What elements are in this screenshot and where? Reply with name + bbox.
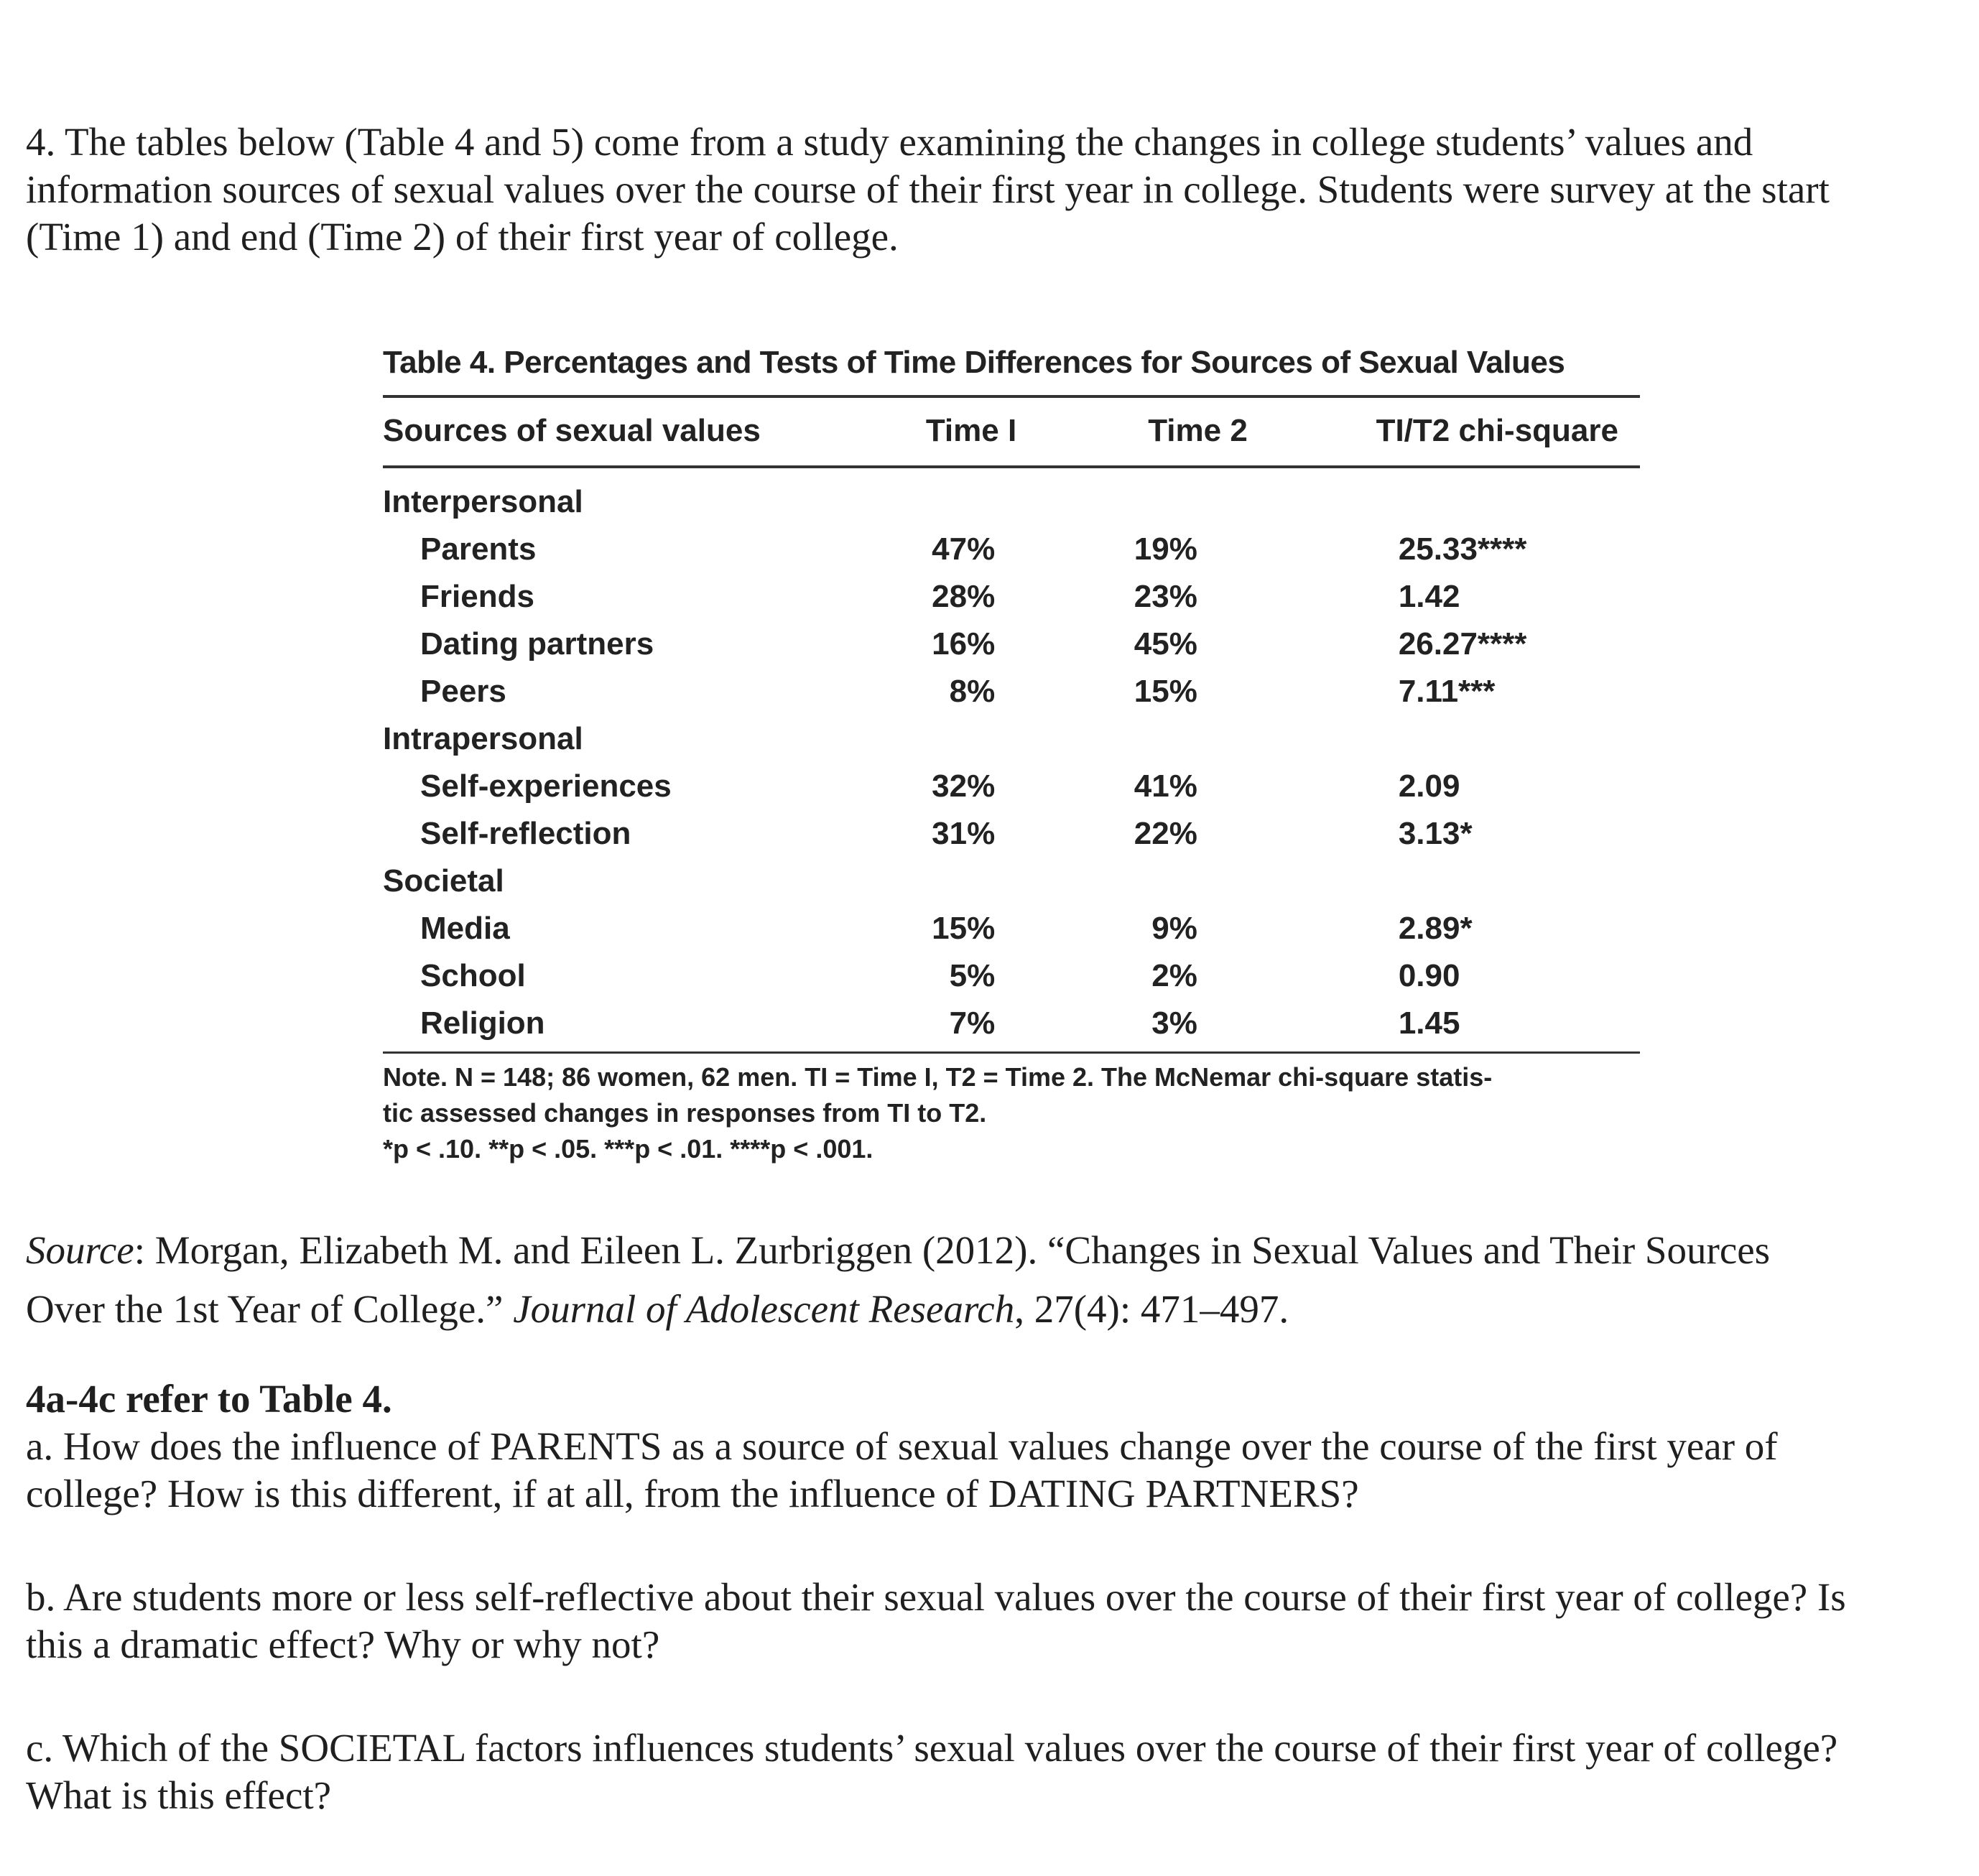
cell-time2: 2% [1151,958,1197,993]
group-row [383,715,1640,763]
question-c: What is this effect? [26,1773,332,1817]
citation-line [26,1221,1958,1280]
table-4 [383,338,1640,1167]
cell-time1: 16% [932,626,996,661]
cell-time2: 41% [1134,768,1197,804]
cell-time2: 15% [1134,674,1197,709]
cell-time1: 32% [932,768,996,804]
table-grid [383,398,1640,1047]
cell-chi-square: 2.89* [1398,911,1473,946]
question-b: this a dramatic effect? Why or why not? [26,1622,660,1666]
table-row [383,668,1640,715]
row-label: School [420,958,526,993]
cell-chi-square: 25.33**** [1398,531,1527,567]
note-line: tic assessed changes in responses from TI to T2. [383,1098,987,1128]
questions-heading: 4a-4c refer to Table 4. [26,1377,392,1421]
column-header: Time I [925,413,1017,448]
question-c: c. Which of the SOCIETAL factors influences students’ sexual values over the course of their first year of college? [26,1726,1838,1770]
column-header: Sources of sexual values [383,413,761,448]
cell-chi-square: 26.27**** [1398,626,1527,661]
cell-chi-square: 3.13* [1398,816,1473,851]
column-header: TI/T2 chi-square [1376,413,1618,448]
table-row [383,952,1640,1000]
row-label: Self-reflection [420,816,631,851]
cell-time2: 19% [1134,531,1197,567]
cell-time2: 45% [1134,626,1197,661]
row-label: Friends [420,579,534,614]
table-row [383,621,1640,668]
table-bottom-rule [383,1051,1640,1054]
questions-section [26,1375,1958,1819]
citation-text: Over the 1st Year of College.” [26,1287,514,1331]
group-row [383,468,1640,526]
intro-line: (Time 1) and end (Time 2) of their first year of college. [26,215,899,259]
table-row [383,1000,1640,1047]
source-label: Source [26,1228,134,1272]
journal-title: Journal of Adolescent Research [513,1287,1015,1331]
table-header-row [383,398,1640,465]
spacer [26,1668,1958,1724]
table-title-text: Percentages and Tests of Time Differences for Sources of Sexual Values [495,345,1565,380]
cell-time1: 47% [932,531,996,567]
group-label: Intrapersonal [383,721,583,756]
intro-line: 4. The tables below (Table 4 and 5) come from a study examining the changes in college students’ values and [26,120,1753,164]
note-line: *p < .10. **p < .05. ***p < .01. ****p < .001. [383,1134,873,1164]
citation-text: : Morgan, Elizabeth M. and Eileen L. Zurbriggen (2012). “Changes in Sexual Values and Their Sources [134,1228,1771,1272]
cell-chi-square: 7.11*** [1398,674,1496,709]
row-label: Religion [420,1006,545,1041]
cell-chi-square: 1.42 [1398,579,1460,614]
source-citation [26,1221,1958,1339]
cell-time1: 7% [949,1006,996,1041]
cell-time2: 9% [1151,911,1197,946]
citation-text: , 27(4): 471–497. [1014,1287,1289,1331]
table-row [383,526,1640,573]
cell-chi-square: 1.45 [1398,1006,1460,1041]
spacer [26,1518,1958,1574]
group-label: Societal [383,863,504,898]
cell-time1: 28% [932,579,996,614]
table-row [383,905,1640,952]
column-header: Time 2 [1148,413,1248,448]
cell-time2: 22% [1134,816,1197,851]
cell-time1: 31% [932,816,996,851]
row-label: Media [420,911,510,946]
intro-paragraph [26,119,1958,261]
cell-chi-square: 0.90 [1398,958,1460,993]
table-title-label: Table 4. [383,345,496,380]
question-a: college? How is this different, if at all, from the influence of DATING PARTNERS? [26,1472,1359,1515]
group-label: Interpersonal [383,484,583,519]
citation-line [26,1280,1958,1339]
row-label: Dating partners [420,626,654,661]
group-row [383,858,1640,905]
row-label: Peers [420,674,506,709]
question-a: a. How does the influence of PARENTS as a source of sexual values change over the course of the first year of [26,1424,1778,1468]
cell-time1: 5% [949,958,996,993]
row-label: Self-experiences [420,768,672,804]
table-title [383,338,1640,388]
table-row [383,573,1640,621]
note-line: Note. N = 148; 86 women, 62 men. TI = Time I, T2 = Time 2. The McNemar chi-square statis- [383,1062,1493,1092]
intro-line: information sources of sexual values over the course of their first year in college. Students were survey at the start [26,167,1830,211]
table-row [383,810,1640,858]
table-note [383,1059,1640,1167]
row-label: Parents [420,531,537,567]
question-b: b. Are students more or less self-reflective about their sexual values over the course of their first year of college? Is [26,1575,1846,1619]
cell-time2: 3% [1151,1006,1197,1041]
cell-time2: 23% [1134,579,1197,614]
cell-chi-square: 2.09 [1398,768,1460,804]
cell-time1: 15% [932,911,996,946]
table-row [383,763,1640,810]
cell-time1: 8% [949,674,996,709]
